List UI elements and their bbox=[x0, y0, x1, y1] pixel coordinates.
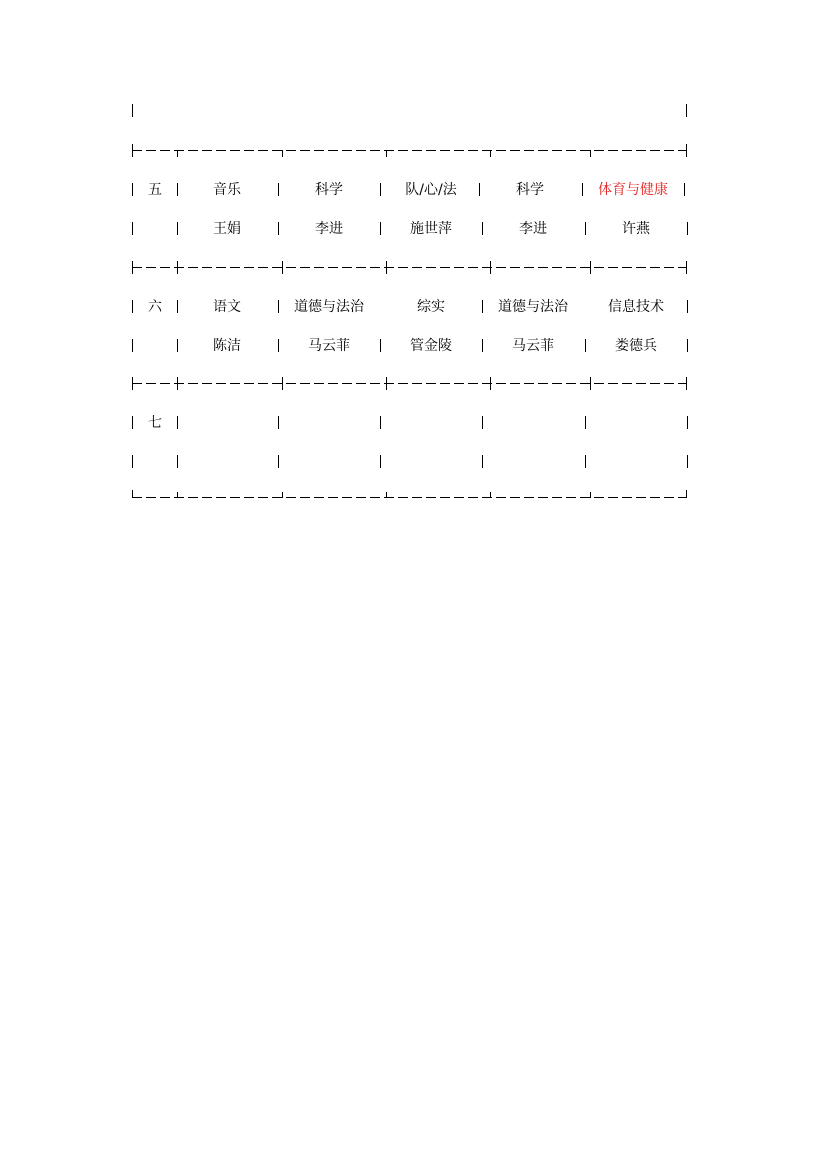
subject-cell: 道德与法治 bbox=[294, 299, 364, 315]
subject-cell-highlight: 体育与健康 bbox=[598, 182, 668, 198]
subject-cell: 信息技术 bbox=[608, 299, 664, 315]
day-label: 七 bbox=[148, 415, 162, 431]
teacher-cell: 李进 bbox=[519, 221, 547, 237]
subject-cell: 科学 bbox=[516, 182, 544, 198]
subject-cell: 队/心/法 bbox=[405, 182, 457, 198]
teacher-cell: 许燕 bbox=[622, 221, 650, 237]
teacher-cell: 马云菲 bbox=[308, 338, 350, 354]
subject-cell: 音乐 bbox=[213, 182, 241, 198]
teacher-cell: 李进 bbox=[315, 221, 343, 237]
subject-cell: 科学 bbox=[315, 182, 343, 198]
subject-cell: 综实 bbox=[417, 299, 445, 315]
teacher-cell: 施世萍 bbox=[410, 221, 452, 237]
subject-cell: 语文 bbox=[213, 299, 241, 315]
teacher-cell: 马云菲 bbox=[512, 338, 554, 354]
teacher-cell: 娄德兵 bbox=[615, 338, 657, 354]
teacher-cell: 陈洁 bbox=[213, 338, 241, 354]
subject-cell: 道德与法治 bbox=[498, 299, 568, 315]
teacher-cell: 管金陵 bbox=[410, 338, 452, 354]
day-label: 五 bbox=[148, 182, 162, 198]
day-label: 六 bbox=[148, 299, 162, 315]
teacher-cell: 王娟 bbox=[213, 221, 241, 237]
